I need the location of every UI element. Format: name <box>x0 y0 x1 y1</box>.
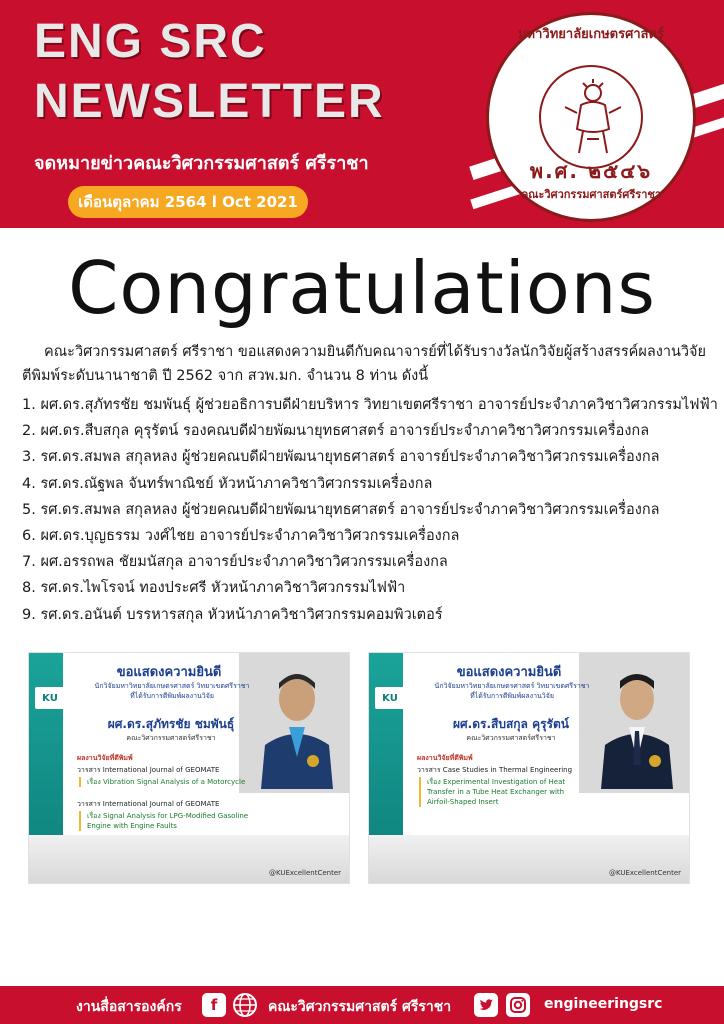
paper-title: เรื่อง Signal Analysis for LPG-Modified Gasoline Engine with Engine Faults <box>79 811 249 831</box>
awardee-list <box>22 392 718 628</box>
facebook-icon[interactable]: f <box>202 993 226 1017</box>
seal-emblem <box>539 65 643 169</box>
seal-year: พ.ศ. ๒๕๔๖ <box>529 159 653 183</box>
person-portrait-icon <box>595 665 679 789</box>
list-item: 4. รศ.ดร.ณัฐพล จันทร์พาณิชย์ หัวหน้าภาควิชาวิศวกรรมเครื่องกล <box>22 475 433 492</box>
list-item: 2. ผศ.ดร.สืบสกุล คุรุรัตน์ รองคณบดีฝ่ายพัฒนายุทธศาสตร์ อาจารย์ประจำภาควิชาวิศวกรรมเครื่องกล <box>22 423 650 440</box>
paper-title: เรื่อง Vibration Signal Analysis of a Motorcycle <box>79 777 249 787</box>
twitter-icon[interactable] <box>474 993 498 1017</box>
seal-bottom-text: คณะวิศวกรรมศาสตร์ศรีราชา <box>520 188 662 201</box>
seal-top-text: มหาวิทยาลัยเกษตรศาสตร์ <box>517 27 665 42</box>
globe-icon[interactable] <box>232 992 258 1018</box>
ku-logo: KU <box>375 687 405 709</box>
newsletter-title-line2: NEWSLETTER <box>34 75 385 128</box>
issue-date-badge: เดือนตุลาคม 2564 l Oct 2021 <box>68 186 308 218</box>
researcher-name: ผศ.ดร.สุภัทรชัย ชมพันธุ์ <box>107 717 235 731</box>
card-subtitle-line: นักวิจัยมหาวิทยาลัยเกษตรศาสตร์ วิทยาเขตศรีราชา <box>94 682 250 690</box>
journal-name: วารสาร Case Studies in Thermal Engineering <box>417 766 573 774</box>
footer-org-label: งานสื่อสารองค์กร <box>76 999 182 1015</box>
congratulations-headline: Congratulations <box>68 246 656 330</box>
header-banner <box>0 0 724 228</box>
deity-emblem-icon <box>563 79 623 155</box>
researcher-name: ผศ.ดร.สืบสกุล คุรุรัตน์ <box>453 717 569 731</box>
paper-title: เรื่อง Experimental Investigation of Heat Transfer in a Tube Heat Exchanger with Airfoil-Shaped Insert <box>419 777 589 807</box>
newsletter-subtitle: จดหมายข่าวคณะวิศวกรรมศาสตร์ ศรีราชา <box>34 153 369 174</box>
university-seal <box>486 12 696 222</box>
researcher-department: คณะวิศวกรรมศาสตร์ศรีราชา <box>126 734 216 742</box>
card-title: ขอแสดงความยินดี <box>456 665 562 680</box>
facebook-handle: @KUExcellentCenter <box>608 869 681 877</box>
list-item: 7. ผศ.อรรถพล ชัยมนัสกุล อาจารย์ประจำภาควิชาวิศวกรรมเครื่องกล <box>22 554 448 571</box>
list-item: 5. รศ.ดร.สมพล สกุลหลง ผู้ช่วยคณบดีฝ่ายพัฒนายุทธศาสตร์ อาจารย์ประจำภาควิชาวิศวกรรมเครื่องกล <box>22 501 660 518</box>
card-title: ขอแสดงความยินดี <box>116 665 222 680</box>
journal-name: วารสาร International Journal of GEOMATE <box>77 800 220 808</box>
list-item: 1. ผศ.ดร.สุภัทรชัย ชมพันธุ์ ผู้ช่วยอธิการบดีฝ่ายบริหาร วิทยาเขตศรีราชา อาจารย์ประจำภาควิชาวิศวกรรมไฟฟ้า <box>22 397 718 413</box>
ku-logo: KU <box>35 687 65 709</box>
card-subtitle <box>77 681 267 701</box>
card-subtitle-line: นักวิจัยมหาวิทยาลัยเกษตรศาสตร์ วิทยาเขตศรีราชา <box>434 682 590 690</box>
newsletter-title-line1: ENG SRC <box>34 15 267 68</box>
list-item: 9. รศ.ดร.อนันต์ บรรหารสกุล หัวหน้าภาควิชาวิศวกรรมคอมพิวเตอร์ <box>22 606 443 623</box>
card-subtitle-line: ที่ได้รับการตีพิมพ์ผลงานวิจัย <box>470 692 554 700</box>
list-item: 3. รศ.ดร.สมพล สกุลหลง ผู้ช่วยคณบดีฝ่ายพัฒนายุทธศาสตร์ อาจารย์ประจำภาควิชาวิศวกรรมเครื่องกล <box>22 449 660 466</box>
person-portrait-icon <box>255 665 339 789</box>
researcher-department: คณะวิศวกรรมศาสตร์ศรีราชา <box>466 734 556 742</box>
facebook-handle: @KUExcellentCenter <box>268 869 341 877</box>
award-card <box>368 652 690 884</box>
footer-bar <box>0 986 724 1024</box>
instagram-icon[interactable] <box>506 993 530 1017</box>
publication-label: ผลงานวิจัยที่ตีพิมพ์ <box>77 754 133 762</box>
card-subtitle <box>417 681 607 701</box>
footer-faculty-name[interactable]: คณะวิศวกรรมศาสตร์ ศรีราชา <box>268 999 452 1015</box>
publication-label: ผลงานวิจัยที่ตีพิมพ์ <box>417 754 473 762</box>
list-item: 8. รศ.ดร.ไพโรจน์ ทองประศรี หัวหน้าภาควิชาวิศวกรรมไฟฟ้า <box>22 580 406 597</box>
intro-paragraph: คณะวิศวกรรมศาสตร์ ศรีราชา ขอแสดงความยินดีกับคณาจารย์ที่ได้รับรางวัลนักวิจัยผู้สร้างสรรค์ผลงานวิจัยตีพิมพ์ระดับนานาชาติ ปี 2562 จาก สวพ.มก. จำนวน 8 ท่าน ดังนี้ <box>22 344 707 384</box>
list-item: 6. ผศ.ดร.บุญธรรม วงศ์ไชย อาจารย์ประจำภาควิชาวิศวกรรมเครื่องกล <box>22 528 460 545</box>
card-subtitle-line: ที่ได้รับการตีพิมพ์ผลงานวิจัย <box>130 692 214 700</box>
journal-name: วารสาร International Journal of GEOMATE <box>77 766 220 774</box>
footer-social-handle[interactable]: engineeringsrc <box>544 996 663 1012</box>
award-card <box>28 652 350 884</box>
